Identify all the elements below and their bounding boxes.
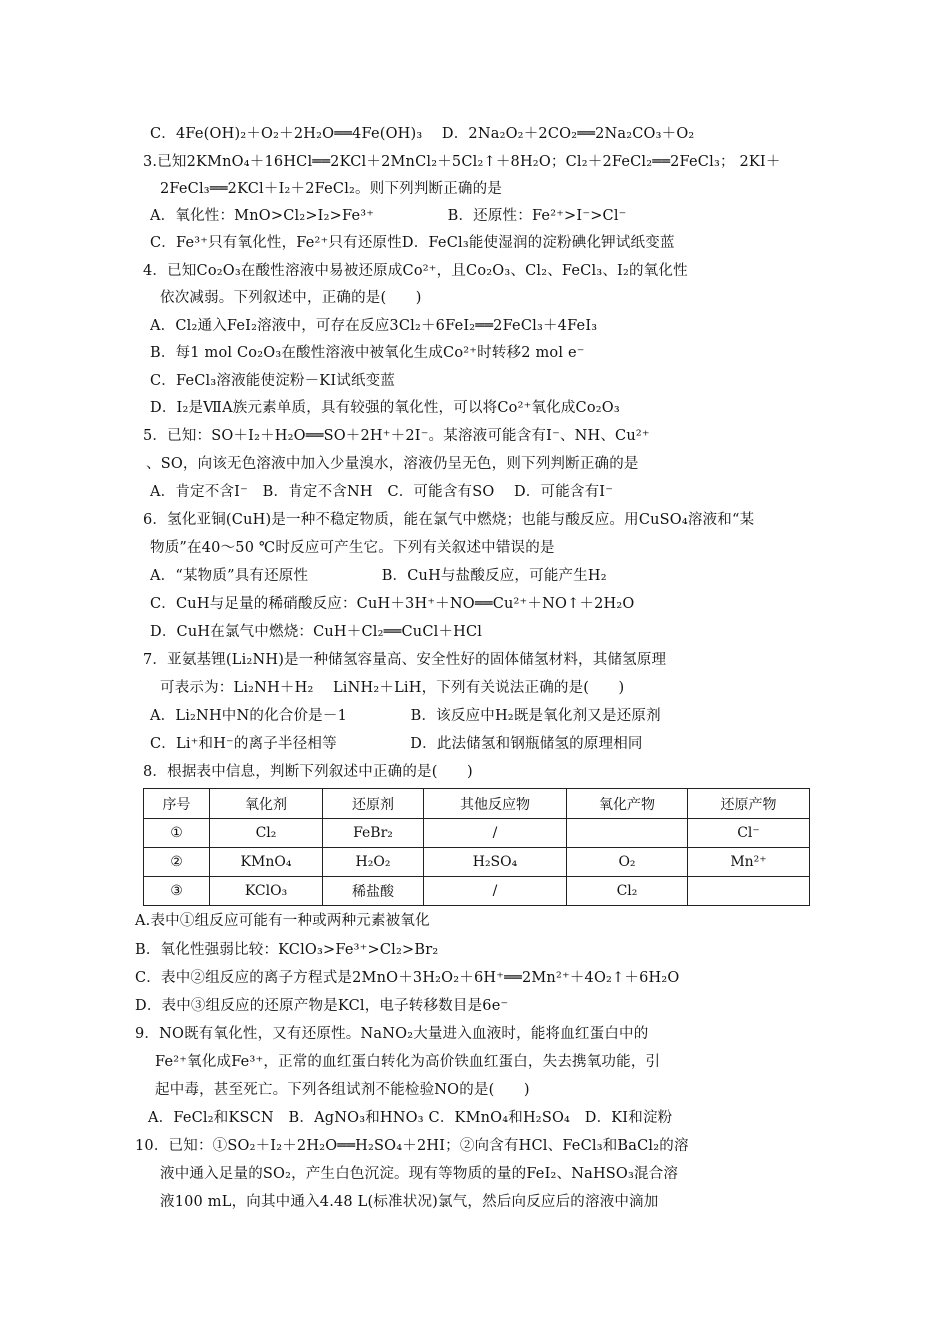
- table-cell: KClO₃: [210, 877, 323, 906]
- text-line: 5．已知：SO＋I₂＋H₂O══SO＋2H⁺＋2I⁻。某溶液可能含有I⁻、NH、Cu²⁺: [143, 428, 650, 444]
- table-header-cell: 序号: [144, 789, 210, 819]
- text-line: A．FeCl₂和KSCN B．AgNO₃和HNO₃ C．KMnO₄和H₂SO₄ D．KI和淀粉: [148, 1110, 673, 1126]
- text-line: B．氧化性强弱比较：KClO₃>Fe³⁺>Cl₂>Br₂: [135, 942, 439, 958]
- text-line: D．I₂是ⅦA族元素单质，具有较强的氧化性，可以将Co²⁺氧化成Co₂O₃: [150, 400, 620, 416]
- text-line: 8．根据表中信息，判断下列叙述中正确的是( ): [143, 764, 473, 780]
- table-header-cell: 氧化剂: [210, 789, 323, 819]
- text-line: 6．氢化亚铜(CuH)是一种不稳定物质，能在氯气中燃烧；也能与酸反应。用CuSO₄溶液和“某: [143, 512, 755, 528]
- text-line: 3.已知2KMnO₄＋16HCl══2KCl＋2MnCl₂＋5Cl₂↑＋8H₂O；Cl₂＋2FeCl₂══2FeCl₃； 2KI＋: [143, 154, 781, 170]
- text-line: 液100 mL，向其中通入4.48 L(标准状况)氯气，然后向反应后的溶液中滴加: [160, 1194, 659, 1210]
- table-header-cell: 还原产物: [688, 789, 810, 819]
- table-cell: Cl₂: [210, 819, 323, 848]
- text-line: 9．NO既有氧化性，又有还原性。NaNO₂大量进入血液时，能将血红蛋白中的: [135, 1026, 649, 1042]
- table-row: [144, 819, 810, 848]
- text-line: B．每1 mol Co₂O₃在酸性溶液中被氧化生成Co²⁺时转移2 mol e⁻: [150, 345, 585, 361]
- text-line: 4．已知Co₂O₃在酸性溶液中易被还原成Co²⁺，且Co₂O₃、Cl₂、FeCl₃、I₂的氧化性: [143, 263, 688, 279]
- table-header-cell: 氧化产物: [567, 789, 688, 819]
- text-line: C．4Fe(OH)₂＋O₂＋2H₂O══4Fe(OH)₃ D．2Na₂O₂＋2CO₂══2Na₂CO₃＋O₂: [150, 126, 695, 142]
- reaction-table: [143, 788, 810, 906]
- text-line: 起中毒，甚至死亡。下列各组试剂不能检验NO的是( ): [155, 1082, 530, 1098]
- table-cell: KMnO₄: [210, 848, 323, 877]
- table-header-row: [144, 789, 810, 819]
- text-line: 7．亚氨基锂(Li₂NH)是一种储氢容量高、安全性好的固体储氢材料，其储氢原理: [143, 652, 667, 668]
- table-cell: Cl⁻: [688, 819, 810, 848]
- text-line: Fe²⁺氧化成Fe³⁺，正常的血红蛋白转化为高价铁血红蛋白，失去携氧功能，引: [155, 1054, 661, 1070]
- text-line: A．氧化性：MnO>Cl₂>I₂>Fe³⁺ B．还原性：Fe²⁺>I⁻>Cl⁻: [150, 208, 627, 224]
- table-cell: ②: [144, 848, 210, 877]
- table-cell: Cl₂: [567, 877, 688, 906]
- text-line: 物质”在40～50 ℃时反应可产生它。下列有关叙述中错误的是: [150, 540, 555, 556]
- text-line: D．CuH在氯气中燃烧：CuH＋Cl₂══CuCl＋HCl: [150, 624, 483, 640]
- text-line: A．肯定不含I⁻ B．肯定不含NH C．可能含有SO D．可能含有I⁻: [150, 484, 614, 500]
- table-cell: H₂SO₄: [424, 848, 567, 877]
- table-header-cell: 还原剂: [323, 789, 424, 819]
- text-line: 液中通入足量的SO₂，产生白色沉淀。现有等物质的量的FeI₂、NaHSO₃混合溶: [160, 1166, 679, 1182]
- table-cell: FeBr₂: [323, 819, 424, 848]
- table-cell: H₂O₂: [323, 848, 424, 877]
- text-line: 10．已知：①SO₂＋I₂＋2H₂O══H₂SO₄＋2HI；②向含有HCl、FeCl₃和BaCl₂的溶: [135, 1138, 689, 1154]
- text-line: C．Li⁺和H⁻的离子半径相等 D．此法储氢和钢瓶储氢的原理相同: [150, 736, 643, 752]
- table-cell: /: [424, 877, 567, 906]
- table-row: [144, 877, 810, 906]
- text-line: D．表中③组反应的还原产物是KCl，电子转移数目是6e⁻: [135, 998, 509, 1014]
- table-cell: /: [424, 819, 567, 848]
- text-line: A．“某物质”具有还原性 B．CuH与盐酸反应，可能产生H₂: [150, 568, 607, 584]
- text-line: A．Li₂NH中N的化合价是－1 B．该反应中H₂既是氧化剂又是还原剂: [150, 708, 661, 724]
- table-cell: [688, 877, 810, 906]
- text-line: C．表中②组反应的离子方程式是2MnO＋3H₂O₂＋6H⁺══2Mn²⁺＋4O₂↑＋6H₂O: [135, 970, 680, 986]
- table-cell: 稀盐酸: [323, 877, 424, 906]
- text-line: 可表示为：Li₂NH＋H₂ LiNH₂＋LiH，下列有关说法正确的是( ): [160, 680, 625, 696]
- table-header-cell: 其他反应物: [424, 789, 567, 819]
- table-cell: ①: [144, 819, 210, 848]
- text-line: C．Fe³⁺只有氧化性，Fe²⁺只有还原性D．FeCl₃能使湿润的淀粉碘化钾试纸变蓝: [150, 235, 675, 251]
- text-line: C．CuH与足量的稀硝酸反应：CuH＋3H⁺＋NO══Cu²⁺＋NO↑＋2H₂O: [150, 596, 635, 612]
- table-row: [144, 848, 810, 877]
- text-line: A.表中①组反应可能有一种或两种元素被氧化: [135, 913, 430, 929]
- text-line: 2FeCl₃══2KCl＋I₂＋2FeCl₂。则下列判断正确的是: [160, 181, 503, 197]
- table-cell: O₂: [567, 848, 688, 877]
- text-line: C．FeCl₃溶液能使淀粉－KI试纸变蓝: [150, 373, 396, 389]
- table-cell: Mn²⁺: [688, 848, 810, 877]
- table-cell: ③: [144, 877, 210, 906]
- text-line: 、SO，向该无色溶液中加入少量溴水，溶液仍呈无色，则下列判断正确的是: [146, 456, 639, 472]
- text-line: A．Cl₂通入FeI₂溶液中，可存在反应3Cl₂＋6FeI₂══2FeCl₃＋4FeI₃: [150, 318, 598, 334]
- table-cell: [567, 819, 688, 848]
- text-line: 依次减弱。下列叙述中，正确的是( ): [160, 290, 422, 306]
